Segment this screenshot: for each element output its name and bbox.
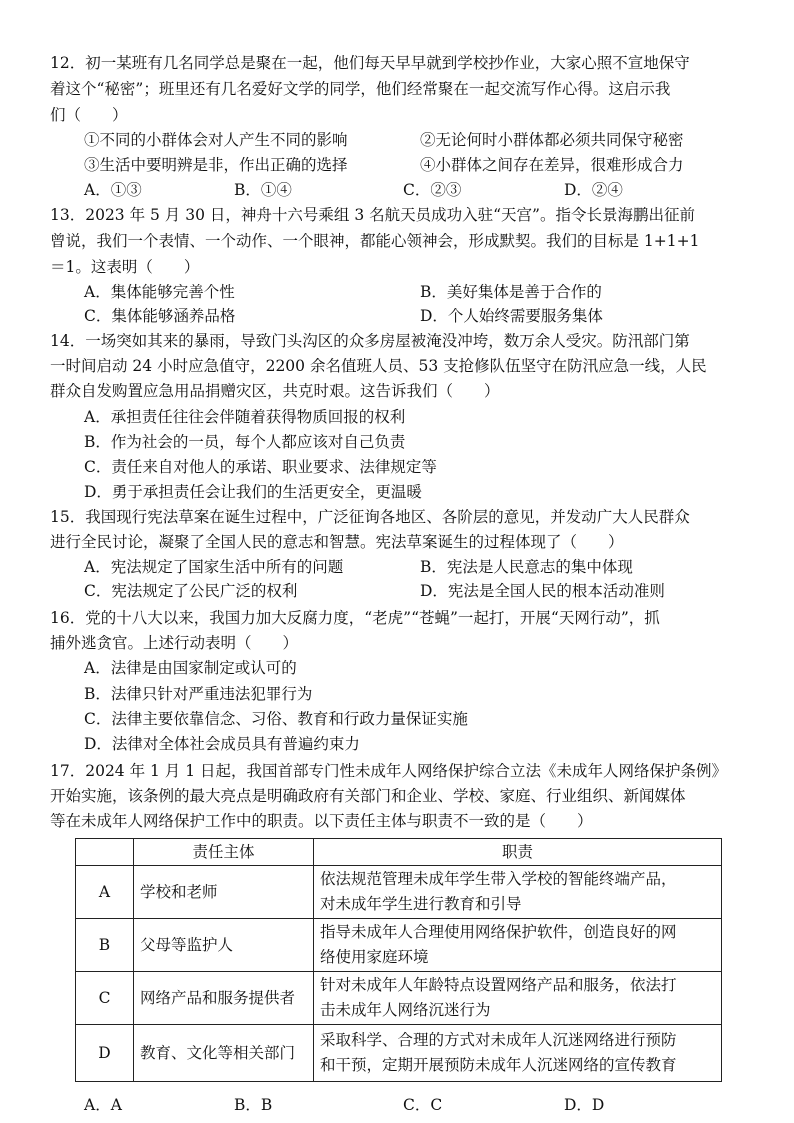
table-row (76, 1025, 722, 1082)
question-stem-line: 12．初一某班有几名同学总是聚在一起，他们每天早早就到学校抄作业，大家心照不宣地保守 (50, 54, 690, 72)
option-d: D．②④ (564, 181, 623, 199)
table-header-cell: 职责 (314, 839, 722, 866)
row-duty (314, 1025, 722, 1082)
option-d: D．法律对全体社会成员具有普遍约束力 (84, 735, 360, 753)
statement-1: ①不同的小群体会对人产生不同的影响 (84, 131, 348, 149)
option-c: C．责任来自对他人的承诺、职业要求、法律规定等 (84, 458, 437, 476)
row-duty (314, 919, 722, 972)
duty-line: 络使用家庭环境 (320, 948, 429, 966)
option-d: D．勇于承担责任会让我们的生活更安全，更温暖 (84, 483, 422, 501)
option-c: C．宪法规定了公民广泛的权利 (84, 582, 298, 600)
row-letter: A (76, 866, 134, 919)
question-stem-line: 14．一场突如其来的暴雨，导致门头沟区的众多房屋被淹没冲垮，数万余人受灾。防汛部门第 (50, 332, 690, 350)
row-duty (314, 866, 722, 919)
duty-line: 采取科学、合理的方式对未成年人沉迷网络进行预防 (320, 1031, 677, 1049)
duty-line: 针对未成年人年龄特点设置网络产品和服务，依法打 (320, 976, 677, 994)
option-c: C．集体能够涵养品格 (84, 307, 236, 325)
duty-line: 依法规范管理未成年学生带入学校的智能终端产品， (320, 870, 677, 888)
question-stem-line: 15．我国现行宪法草案在诞生过程中，广泛征询各地区、各阶层的意见，并发动广大人民群众 (50, 508, 690, 526)
question-stem-line: 开始实施，该条例的最大亮点是明确政府有关部门和企业、学校、家庭、行业组织、新闻媒体 (50, 787, 686, 805)
question-stem-line: 等在未成年人网络保护工作中的职责。以下责任主体与职责不一致的是（ ） (50, 812, 593, 830)
question-stem-line: 群众自发购置应急用品捐赠灾区，共克时艰。这告诉我们（ ） (50, 382, 500, 400)
option-c: C．法律主要依靠信念、习俗、教育和行政力量保证实施 (84, 710, 468, 728)
option-b: B．法律只针对严重违法犯罪行为 (84, 685, 313, 703)
table-row (76, 972, 722, 1025)
option-d: D．个人始终需要服务集体 (420, 307, 603, 325)
row-subject: 父母等监护人 (134, 919, 314, 972)
option-b: B．B (234, 1096, 273, 1114)
row-letter: C (76, 972, 134, 1025)
duty-line: 击未成年人网络沉迷行为 (320, 1001, 491, 1019)
question-stem-line: ＝1。这表明（ ） (50, 258, 200, 276)
table-header-cell (76, 839, 134, 866)
row-subject: 教育、文化等相关部门 (134, 1025, 314, 1082)
row-letter: B (76, 919, 134, 972)
option-b: B．作为社会的一员，每个人都应该对自己负责 (84, 433, 406, 451)
option-a: A．承担责任往往会伴随着获得物质回报的权利 (84, 408, 406, 426)
option-a: A．①③ (84, 181, 142, 199)
question-stem-line: 捕外逃贪官。上述行动表明（ ） (50, 634, 299, 652)
option-d: D．D (564, 1096, 605, 1114)
question-stem-line: 17．2024 年 1 月 1 日起，我国首部专门性未成年人网络保护综合立法《未成年人网络保护条例》 (50, 762, 728, 780)
option-a: A．宪法规定了国家生活中所有的问题 (84, 558, 344, 576)
option-b: B．宪法是人民意志的集中体现 (420, 558, 633, 576)
row-letter: D (76, 1025, 134, 1082)
question-stem-line: 13．2023 年 5 月 30 日，神舟十六号乘组 3 名航天员成功入驻“天宫”。指令长景海鹏出征前 (50, 206, 695, 224)
option-a: A．集体能够完善个性 (84, 283, 235, 301)
table-header-cell: 责任主体 (134, 839, 314, 866)
statement-2: ②无论何时小群体都必须共同保守秘密 (420, 131, 684, 149)
option-c: C．C (403, 1096, 443, 1114)
duty-line: 指导未成年人合理使用网络保护软件，创造良好的网 (320, 923, 677, 941)
row-subject: 学校和老师 (134, 866, 314, 919)
table-header-row (76, 839, 722, 866)
option-a: A．A (84, 1096, 122, 1114)
question-stem-line: 进行全民讨论，凝聚了全国人民的意志和智慧。宪法草案诞生的过程体现了（ ） (50, 533, 624, 551)
duty-line: 和干预，定期开展预防未成年人沉迷网络的宣传教育 (320, 1056, 677, 1074)
responsibility-table (75, 838, 722, 1082)
duty-line: 对未成年学生进行教育和引导 (320, 895, 522, 913)
option-a: A．法律是由国家制定或认可的 (84, 659, 297, 677)
question-stem-line: 16．党的十八大以来，我国力加大反腐力度，“老虎”“苍蝇”一起打，开展“天网行动”，抓 (50, 609, 660, 627)
table-row (76, 866, 722, 919)
row-duty (314, 972, 722, 1025)
table-row (76, 919, 722, 972)
row-subject: 网络产品和服务提供者 (134, 972, 314, 1025)
statement-3: ③生活中要明辨是非，作出正确的选择 (84, 156, 348, 174)
option-b: B．①④ (234, 181, 292, 199)
option-d: D．宪法是全国人民的根本活动准则 (420, 582, 665, 600)
option-c: C．②③ (403, 181, 462, 199)
question-stem-line: 一时间启动 24 小时应急值守，2200 余名值班人员、53 支抢修队伍坚守在防汛应急一线，人民 (50, 357, 707, 375)
question-stem-line: 们（ ） (50, 106, 128, 124)
statement-4: ④小群体之间存在差异，很难形成合力 (420, 156, 684, 174)
question-stem-line: 曾说，我们一个表情、一个动作、一个眼神，都能心领神会，形成默契。我们的目标是 1+1+1 (50, 232, 700, 250)
question-stem-line: 着这个“秘密”；班里还有几名爱好文学的同学，他们经常聚在一起交流写作心得。这启示我 (50, 80, 671, 98)
option-b: B．美好集体是善于合作的 (420, 283, 602, 301)
